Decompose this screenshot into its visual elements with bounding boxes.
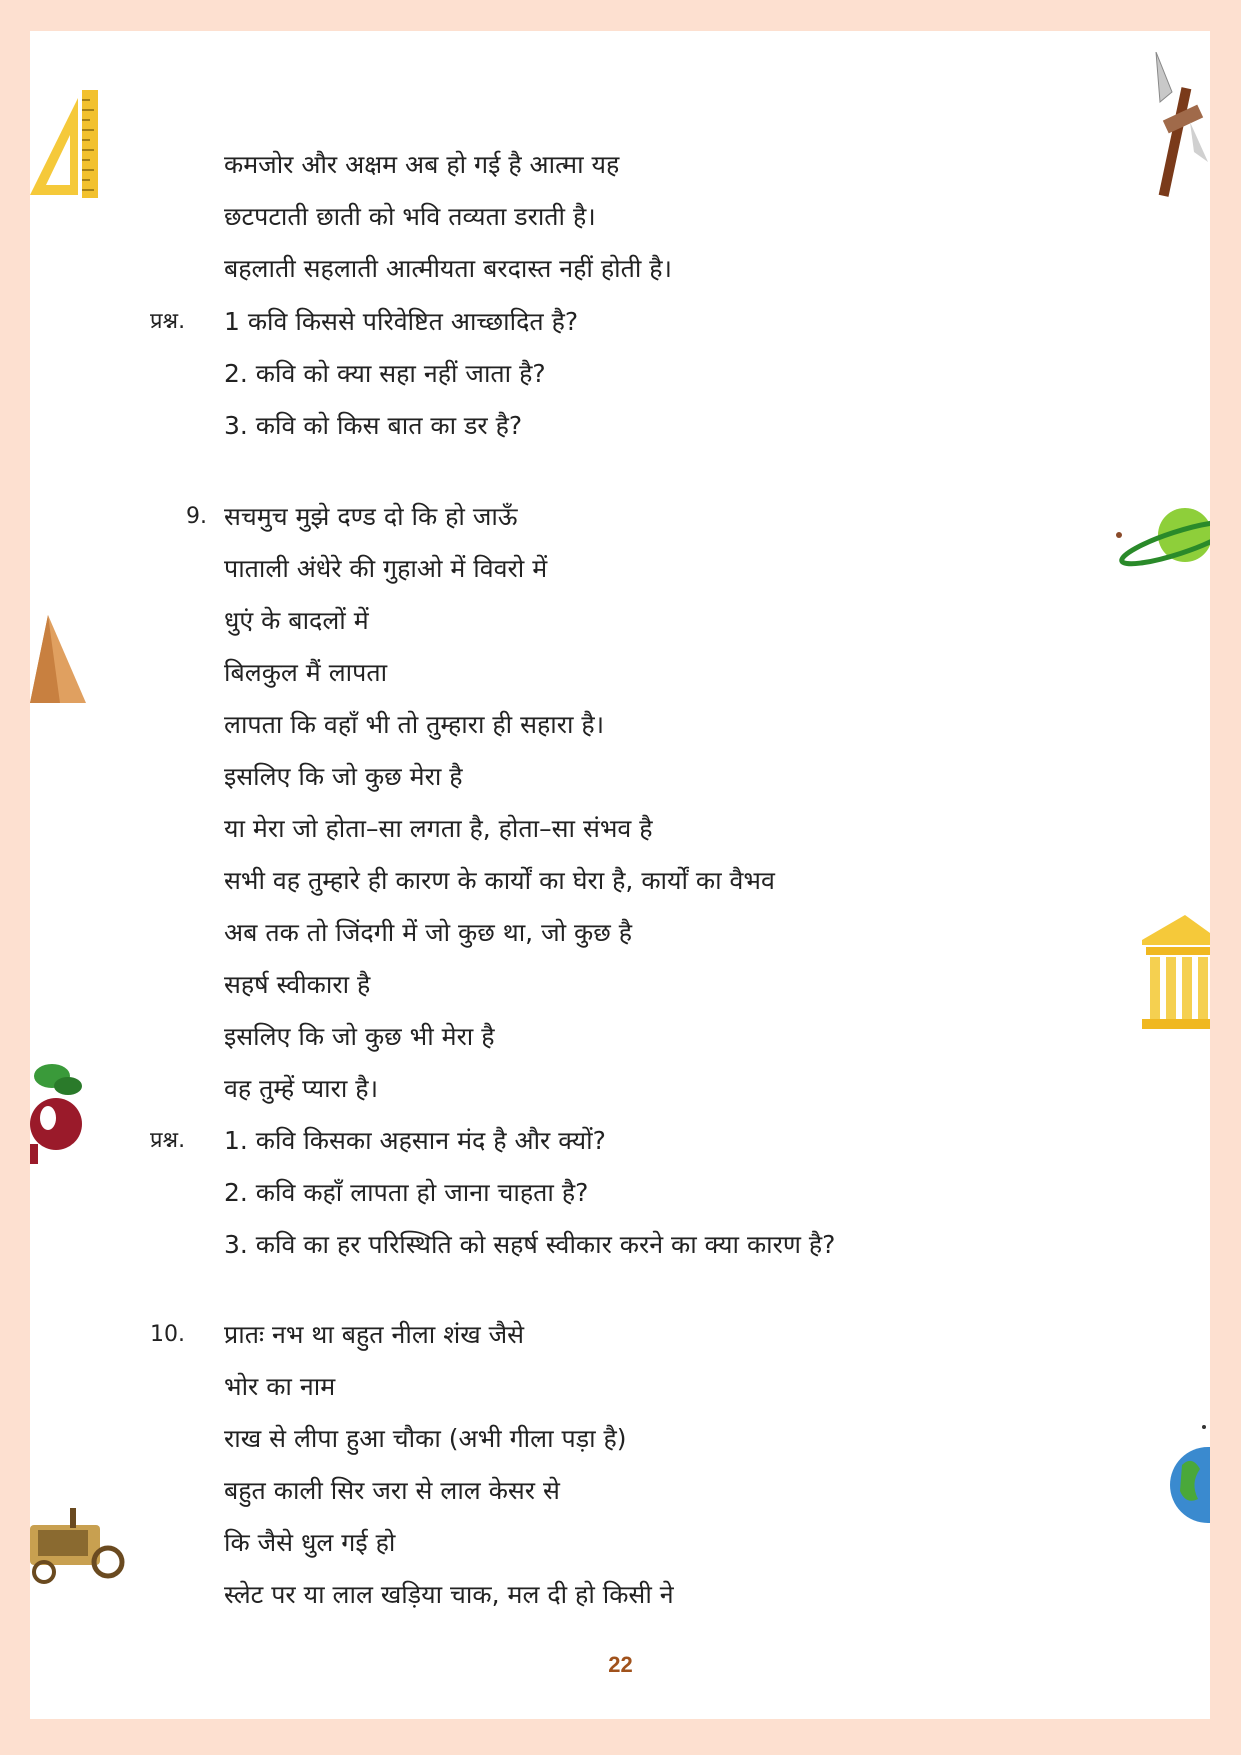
stanza10-line: भोर का नाम [224,1372,336,1401]
temple-icon [1140,915,1210,1030]
stanza8-line: बहलाती सहलाती आत्मीयता बरदास्त नहीं होती है। [224,254,673,283]
question-item: 2. कवि को क्या सहा नहीं जाता है? [224,359,546,388]
stanza10-line: प्रातः नभ था बहुत नीला शंख जैसे [224,1320,525,1349]
globe-icon [1168,1425,1210,1530]
question-item: 2. कवि कहाँ लापता हो जाना चाहता है? [224,1178,589,1207]
stanza9-line: पाताली अंधेरे की गुहाओ में विवरो में [224,554,548,583]
stanza9-line: धुएं के बादलों में [224,606,369,635]
question-item: 1 कवि किससे परिवेष्टित आच्छादित है? [224,307,579,336]
question-item: 3. कवि को किस बात का डर है? [224,411,523,440]
spear-icon [1150,52,1210,202]
stanza-number: 10. [150,1322,185,1347]
planet-icon [1115,505,1210,570]
page-number: 22 [608,1652,633,1677]
stanza9-line: अब तक तो जिंदगी में जो कुछ था, जो कुछ है [224,918,632,947]
stanza8-line: छटपटाती छाती को भवि तव्यता डराती है। [224,202,596,231]
stanza8-line: कमजोर और अक्षम अब हो गई है आत्मा यह [224,150,620,179]
stanza9-line: या मेरा जो होता–सा लगता है, होता–सा संभव है [224,814,653,843]
stanza9-line: सचमुच मुझे दण्ड दो कि हो जाऊँ [224,502,518,531]
stanza9-line: लापता कि वहाँ भी तो तुम्हारा ही सहारा है। [224,710,605,739]
stanza9-line: सभी वह तुम्हारे ही कारण के कार्यों का घेरा है, कार्यों का वैभव [224,866,775,895]
ruler-triangle-icon [30,90,100,202]
stanza9-line: इसलिए कि जो कुछ मेरा है [224,762,463,791]
stanza9-line: इसलिए कि जो कुछ भी मेरा है [224,1022,495,1051]
stanza10-line: बहुत काली सिर जरा से लाल केसर से [224,1476,560,1505]
stanza9-line: सहर्ष स्वीकारा है [224,970,371,999]
cart-icon [30,1500,125,1590]
stanza9-line: वह तुम्हें प्यारा है। [224,1074,379,1103]
stanza10-line: स्लेट पर या लाल खड़िया चाक, मल दी हो किसी ने [224,1580,674,1609]
question-item: 1. कवि किसका अहसान मंद है और क्यों? [224,1126,606,1155]
stanza10-line: राख से लीपा हुआ चौका (अभी गीला पड़ा है) [224,1424,627,1453]
pyramid-icon [30,615,86,705]
question-label: प्रश्न. [150,309,186,334]
question-item: 3. कवि का हर परिस्थिति को सहर्ष स्वीकार करने का क्या कारण है? [224,1230,836,1259]
stanza9-line: बिलकुल मैं लापता [224,658,388,687]
plant-icon [30,1060,85,1165]
question-label: प्रश्न. [150,1128,186,1153]
stanza10-line: कि जैसे धुल गई हो [224,1528,396,1557]
stanza-number: 9. [186,504,207,529]
